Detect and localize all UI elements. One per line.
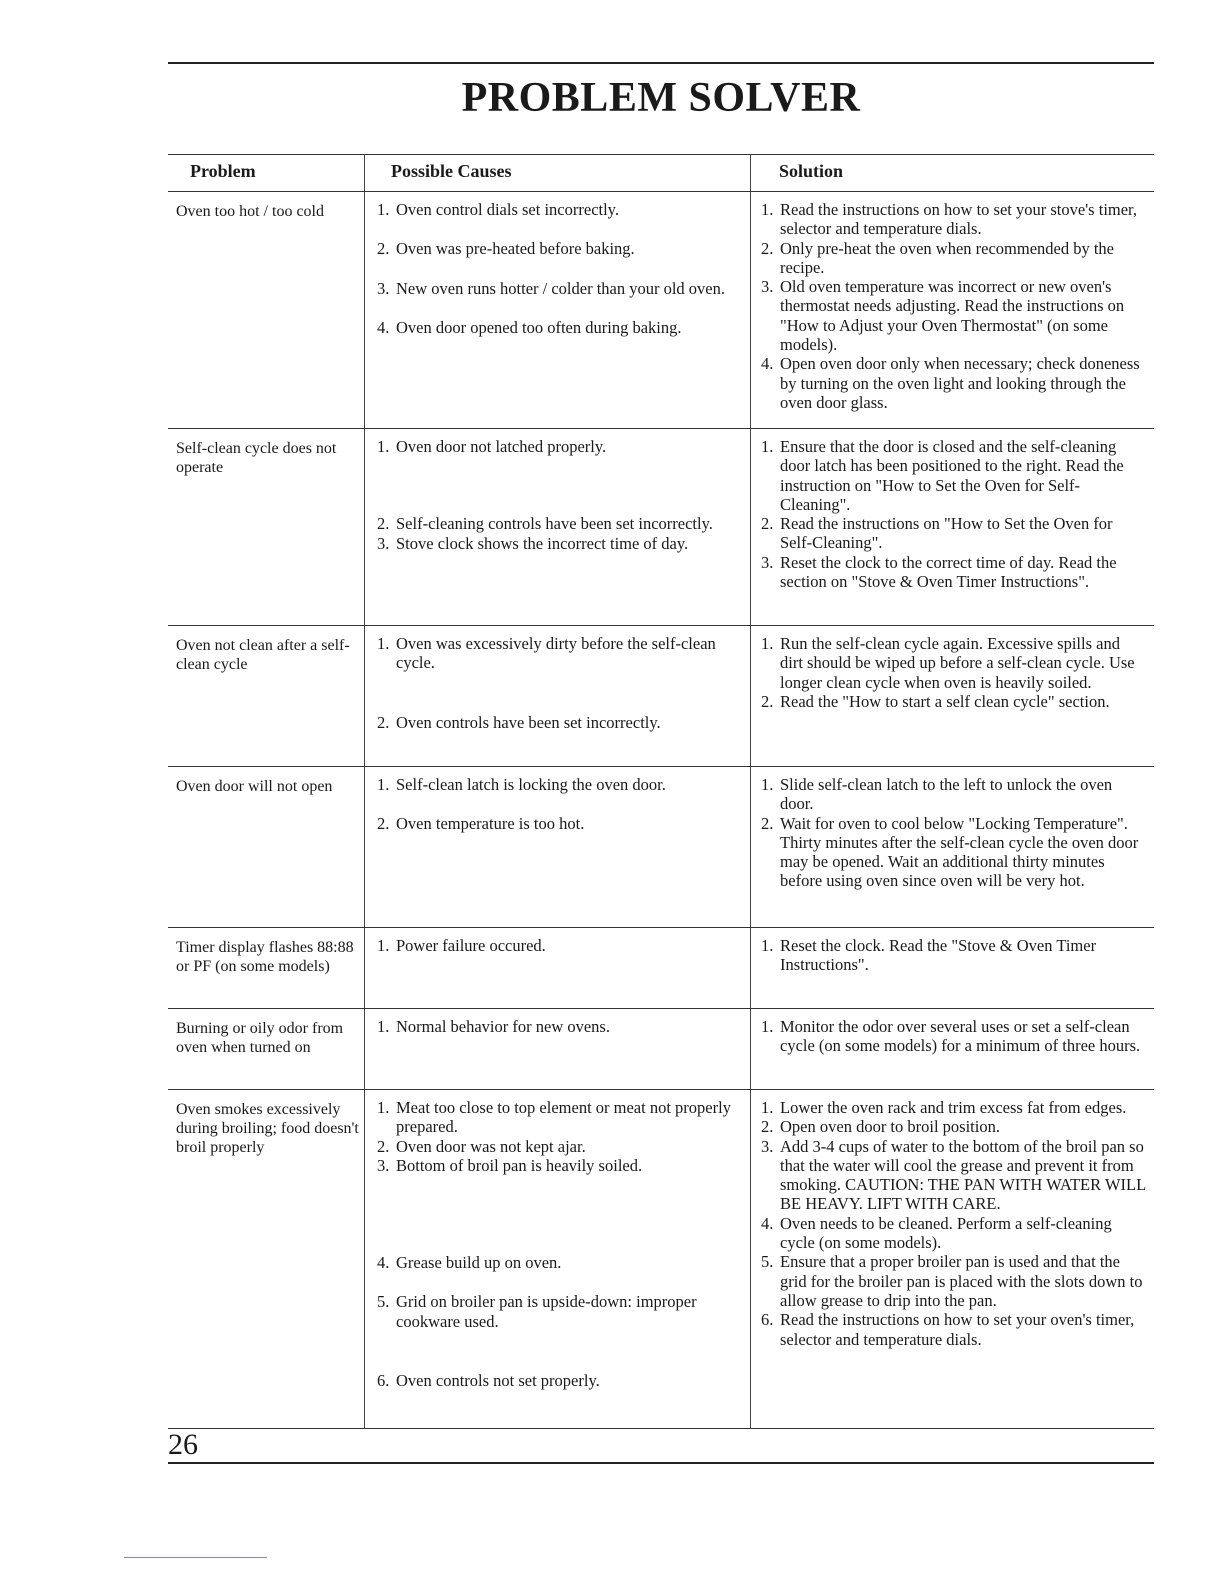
solution-item	[761, 1137, 1146, 1214]
cause-item	[377, 200, 744, 219]
solution-text: Wait for oven to cool below "Locking Temperature". Thirty minutes after the self-clean cycle the oven door may be opened. Wait an additional thirty minutes before using oven since oven will be very hot.	[780, 813, 1139, 891]
solution-item	[761, 553, 1146, 592]
solution-number: 5.	[761, 1252, 774, 1272]
solution-number: 2.	[761, 514, 774, 534]
table-row	[168, 1090, 1154, 1429]
causes-cell	[364, 928, 750, 1008]
cause-item	[377, 936, 744, 955]
cause-item	[377, 437, 744, 456]
cause-text: New oven runs hotter / colder than your old oven.	[396, 278, 726, 298]
problem-table	[168, 154, 1154, 1429]
solution-item	[761, 936, 1146, 975]
solution-item	[761, 1098, 1146, 1117]
page-title: PROBLEM SOLVER	[461, 75, 861, 121]
header-problem: Problem	[190, 161, 256, 181]
cause-item	[377, 1371, 744, 1390]
solution-number: 1.	[761, 1098, 774, 1117]
cause-number: 6.	[377, 1371, 390, 1391]
cause-number: 3.	[377, 278, 390, 298]
cause-number: 1.	[377, 634, 390, 653]
cause-item	[377, 775, 744, 794]
table-row	[168, 928, 1154, 1009]
solution-text: Read the instructions on how to set your stove's timer, selector and temperature dials.	[780, 200, 1138, 239]
cause-item	[377, 318, 744, 337]
cause-number: 1.	[377, 200, 390, 219]
solution-text: Add 3-4 cups of water to the bottom of the broil pan so that the water will cool the grease and prevent it from smoking. CAUTION: THE PAN WITH WATER WILL BE HEAVY. LIFT WITH CARE.	[780, 1136, 1146, 1214]
solution-item	[761, 239, 1146, 278]
cause-item	[377, 1253, 744, 1272]
cause-text: Oven controls not set properly.	[396, 1371, 600, 1391]
cause-text: Grid on broiler pan is upside-down: improper cookware used.	[396, 1292, 697, 1331]
solution-number: 6.	[761, 1310, 774, 1330]
solution-text: Read the instructions on how to set your oven's timer, selector and temperature dials.	[780, 1310, 1135, 1349]
solution-cell	[750, 1090, 1154, 1428]
cause-number: 2.	[377, 239, 390, 259]
solution-number: 3.	[761, 552, 774, 572]
cause-item	[377, 1017, 744, 1036]
solution-cell	[750, 429, 1154, 625]
solution-text: Run the self-clean cycle again. Excessive spills and dirt should be wiped up before a self-clean cycle. Use longer clean cycle when oven is heavily soiled.	[780, 634, 1135, 692]
cause-item	[377, 514, 744, 533]
causes-cell	[364, 429, 750, 625]
solution-item	[761, 814, 1146, 891]
solution-number: 4.	[761, 354, 774, 374]
solution-item	[761, 277, 1146, 354]
cause-number: 1.	[377, 437, 390, 456]
solution-text: Oven needs to be cleaned. Perform a self-cleaning cycle (on some models).	[780, 1213, 1112, 1253]
table-body	[168, 192, 1154, 1429]
solution-number: 1.	[761, 437, 774, 456]
solution-item	[761, 354, 1146, 412]
cause-item	[377, 1292, 744, 1331]
solution-text: Lower the oven rack and trim excess fat from edges.	[780, 1098, 1127, 1117]
solution-text: Old oven temperature was incorrect or new oven's thermostat needs adjusting. Read the instructions on "How to Adjust your Oven Thermostat" (on some models).	[780, 277, 1125, 355]
cause-number: 2.	[377, 814, 390, 834]
solution-number: 1.	[761, 1017, 774, 1036]
solution-item	[761, 1117, 1146, 1136]
cause-number: 4.	[377, 317, 390, 337]
solution-item	[761, 514, 1146, 553]
table-row	[168, 429, 1154, 626]
cause-item	[377, 1098, 744, 1137]
solution-cell	[750, 626, 1154, 766]
cause-item	[377, 713, 744, 732]
cause-text: Oven temperature is too hot.	[396, 814, 585, 834]
cause-text: Meat too close to top element or meat not properly prepared.	[396, 1098, 731, 1137]
causes-cell	[364, 1090, 750, 1428]
solution-text: Read the instructions on "How to Set the Oven for Self-Cleaning".	[780, 514, 1113, 553]
cause-number: 2.	[377, 514, 390, 534]
cause-text: Power failure occured.	[396, 936, 546, 955]
solution-item	[761, 692, 1146, 711]
solution-number: 3.	[761, 1136, 774, 1156]
top-rule	[168, 62, 1154, 64]
solution-text: Slide self-clean latch to the left to unlock the oven door.	[780, 775, 1113, 814]
causes-cell	[364, 1009, 750, 1089]
cause-item	[377, 1156, 744, 1175]
cause-item	[377, 814, 744, 833]
cause-text: Oven door was not kept ajar.	[396, 1136, 586, 1156]
cause-number: 2.	[377, 1136, 390, 1156]
bottom-rule	[168, 1462, 1154, 1464]
solution-text: Reset the clock. Read the "Stove & Oven Timer Instructions".	[780, 936, 1097, 975]
cause-text: Self-cleaning controls have been set incorrectly.	[396, 514, 713, 534]
solution-number: 2.	[761, 691, 774, 711]
solution-item	[761, 775, 1146, 814]
cause-text: Oven door opened too often during baking.	[396, 317, 682, 337]
problem-cell: Oven not clean after a self-clean cycle	[176, 637, 350, 673]
solution-text: Open oven door only when necessary; check doneness by turning on the oven light and looking through the oven door glass.	[780, 354, 1140, 412]
problem-cell: Oven smokes excessively during broiling; food doesn't broil properly	[176, 1101, 359, 1156]
cause-text: Oven was pre-heated before baking.	[396, 239, 635, 259]
cause-text: Oven controls have been set incorrectly.	[396, 712, 661, 732]
cause-number: 1.	[377, 1098, 390, 1117]
cause-number: 3.	[377, 1155, 390, 1175]
cause-item	[377, 239, 744, 258]
solution-cell	[750, 767, 1154, 927]
problem-cell: Oven too hot / too cold	[176, 203, 324, 220]
table-row	[168, 626, 1154, 767]
solution-number: 2.	[761, 813, 774, 833]
solution-item	[761, 1310, 1146, 1349]
solution-text: Open oven door to broil position.	[780, 1117, 1000, 1137]
cause-text: Oven was excessively dirty before the self-clean cycle.	[396, 634, 716, 673]
solution-item	[761, 1252, 1146, 1310]
solution-cell	[750, 192, 1154, 428]
problem-cell: Self-clean cycle does not operate	[176, 440, 337, 476]
cause-item	[377, 1137, 744, 1156]
solution-number: 3.	[761, 277, 774, 297]
solution-text: Reset the clock to the correct time of day. Read the section on "Stove & Oven Timer Instructions".	[780, 552, 1117, 592]
solution-number: 1.	[761, 936, 774, 955]
cause-text: Bottom of broil pan is heavily soiled.	[396, 1155, 643, 1175]
solution-item	[761, 437, 1146, 514]
cause-text: Oven door not latched properly.	[396, 437, 607, 456]
cause-text: Stove clock shows the incorrect time of day.	[396, 533, 689, 553]
cause-item	[377, 634, 744, 673]
header-solution: Solution	[750, 155, 1154, 191]
decorative-line	[124, 1557, 267, 1558]
solution-item	[761, 634, 1146, 692]
solution-number: 4.	[761, 1213, 774, 1233]
solution-item	[761, 1017, 1146, 1056]
solution-text: Ensure that a proper broiler pan is used and that the grid for the broiler pan is placed with the slots down to allow grease to drip into the pan.	[780, 1252, 1143, 1310]
solution-text: Monitor the odor over several uses or set a self-clean cycle (on some models) for a minimum of three hours.	[780, 1017, 1141, 1056]
table-header	[168, 155, 1154, 192]
cause-number: 2.	[377, 712, 390, 732]
solution-item	[761, 200, 1146, 239]
problem-cell: Timer display flashes 88:88 or PF (on some models)	[176, 939, 354, 975]
solution-text: Only pre-heat the oven when recommended by the recipe.	[780, 238, 1115, 277]
solution-number: 1.	[761, 634, 774, 653]
problem-cell: Burning or oily odor from oven when turned on	[176, 1020, 344, 1056]
solution-cell	[750, 928, 1154, 1008]
problem-cell: Oven door will not open	[176, 778, 333, 795]
table-row	[168, 767, 1154, 928]
solution-number: 1.	[761, 775, 774, 794]
header-causes: Possible Causes	[364, 155, 750, 191]
cause-number: 3.	[377, 533, 390, 553]
cause-number: 1.	[377, 1017, 390, 1036]
table-row	[168, 1009, 1154, 1090]
cause-item	[377, 279, 744, 298]
cause-number: 1.	[377, 936, 390, 955]
cause-number: 4.	[377, 1253, 390, 1273]
cause-text: Normal behavior for new ovens.	[396, 1017, 610, 1036]
cause-text: Self-clean latch is locking the oven door.	[396, 775, 666, 794]
cause-number: 1.	[377, 775, 390, 794]
causes-cell	[364, 192, 750, 428]
cause-text: Grease build up on oven.	[396, 1253, 562, 1273]
causes-cell	[364, 626, 750, 766]
solution-cell	[750, 1009, 1154, 1089]
solution-text: Read the "How to start a self clean cycle" section.	[780, 691, 1110, 711]
cause-item	[377, 534, 744, 553]
table-row	[168, 192, 1154, 429]
cause-text: Oven control dials set incorrectly.	[396, 200, 619, 219]
page-number: 26	[168, 1428, 198, 1461]
solution-item	[761, 1214, 1146, 1253]
solution-text: Ensure that the door is closed and the self-cleaning door latch has been positioned to the right. Read the instruction on "How to Set the Oven for Self-Cleaning".	[780, 437, 1124, 514]
causes-cell	[364, 767, 750, 927]
solution-number: 1.	[761, 200, 774, 219]
solution-number: 2.	[761, 238, 774, 258]
cause-number: 5.	[377, 1292, 390, 1312]
solution-number: 2.	[761, 1117, 774, 1137]
